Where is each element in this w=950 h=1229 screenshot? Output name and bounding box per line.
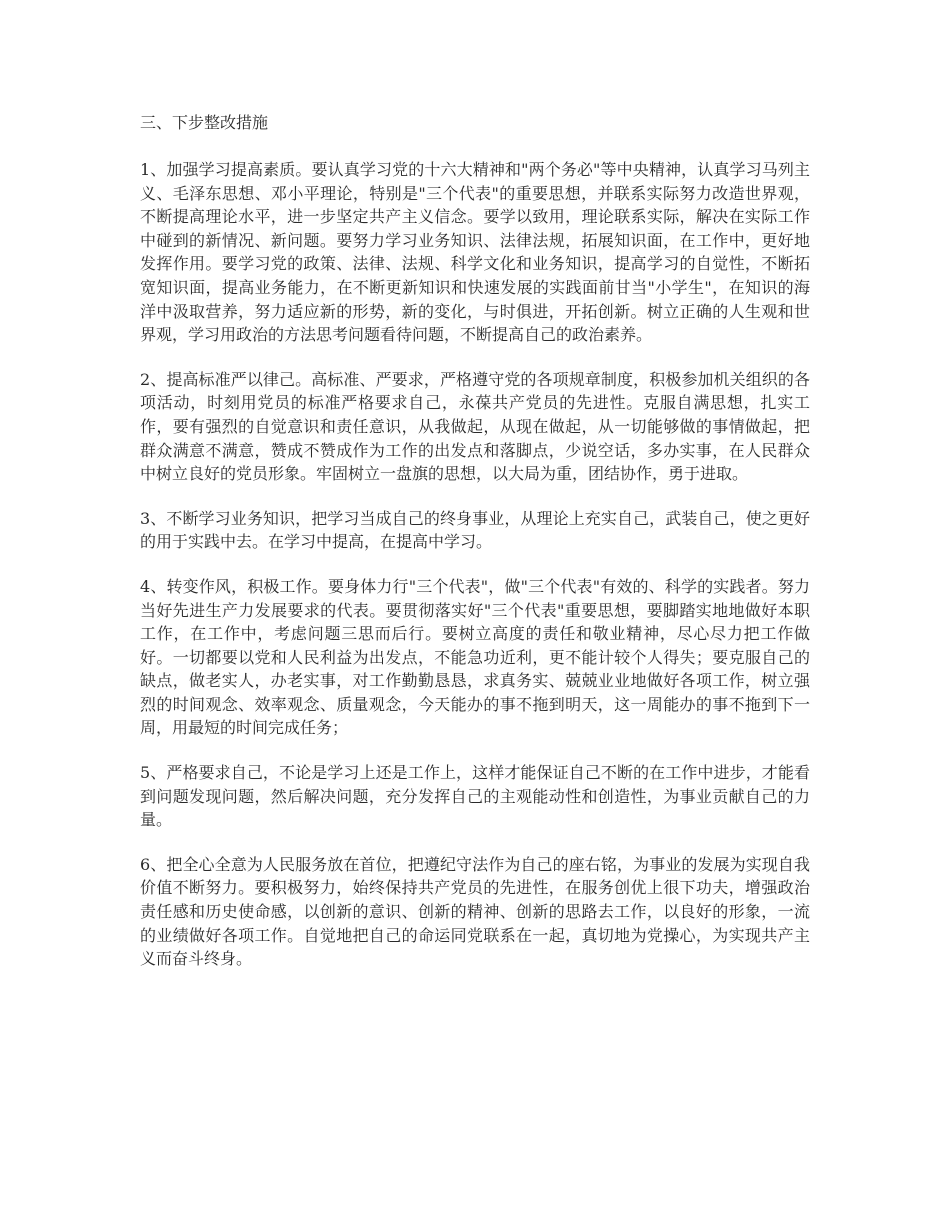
paragraph-6: 6、把全心全意为人民服务放在首位，把遵纪守法作为自己的座右铭，为事业的发展为实现自我价值不断努力。要积极努力，始终保持共产党员的先进性，在服务创优上很下功夫，增强政治责任感和历史使命感，以创新的意识、创新的精神、创新的思路去工作，以良好的形象，一流的业绩做好各项工作。自觉地把自己的命运同党联系在一起，真切地为党操心，为实现共产主义而奋斗终身。	[140, 854, 810, 969]
paragraph-4: 4、转变作风，积极工作。要身体力行"三个代表"，做"三个代表"有效的、科学的实践者。努力当好先进生产力发展要求的代表。要贯彻落实好"三个代表"重要思想，要脚踏实地地做好本职工作，在工作中，考虑问题三思而后行。要树立高度的责任和敬业精神，尽心尽力把工作做好。一切都要以党和人民利益为出发点，不能急功近利，更不能计较个人得失；要克服自己的缺点，做老实人，办老实事，对工作勤勤恳恳，求真务实、兢兢业业地做好各项工作，树立强烈的时间观念、效率观念、质量观念，今天能办的事不拖到明天，这一周能办的事不拖到下一周，用最短的时间完成任务；	[140, 576, 810, 738]
document-page	[140, 109, 810, 992]
paragraph-5: 5、严格要求自己，不论是学习上还是工作上，这样才能保证自己不断的在工作中进步，才能看到问题发现问题，然后解决问题，充分发挥自己的主观能动性和创造性，为事业贡献自己的力量。	[140, 763, 810, 830]
paragraph-2: 2、提高标准严以律己。高标准、严要求，严格遵守党的各项规章制度，积极参加机关组织的各项活动，时刻用党员的标准严格要求自己，永葆共产党员的先进性。克服自满思想，扎实工作，要有强烈的自觉意识和责任意识，从我做起，从现在做起，从一切能够做的事情做起，把群众满意不满意，赞成不赞成作为工作的出发点和落脚点，少说空话，多办实事，在人民群众中树立良好的党员形象。牢固树立一盘旗的思想，以大局为重，团结协作，勇于进取。	[140, 369, 810, 484]
paragraph-1: 1、加强学习提高素质。要认真学习党的十六大精神和"两个务必"等中央精神，认真学习马列主义、毛泽东思想、邓小平理论，特别是"三个代表"的重要思想，并联系实际努力改造世界观，不断提高理论水平，进一步坚定共产主义信念。要学以致用，理论联系实际，解决在实际工作中碰到的新情况、新问题。要努力学习业务知识、法律法规，拓展知识面，在工作中，更好地发挥作用。要学习党的政策、法律、法规、科学文化和业务知识，提高学习的自觉性，不断拓宽知识面，提高业务能力，在不断更新知识和快速发展的实践面前甘当"小学生"，在知识的海洋中汲取营养，努力适应新的形势，新的变化，与时俱进，开拓创新。树立正确的人生观和世界观，学习用政治的方法思考问题看待问题，不断提高自己的政治素养。	[140, 160, 810, 345]
paragraph-3: 3、不断学习业务知识，把学习当成自己的终身事业，从理论上充实自己，武装自己，使之更好的用于实践中去。在学习中提高，在提高中学习。	[140, 508, 810, 552]
section-heading: 三、下步整改措施	[140, 113, 269, 132]
